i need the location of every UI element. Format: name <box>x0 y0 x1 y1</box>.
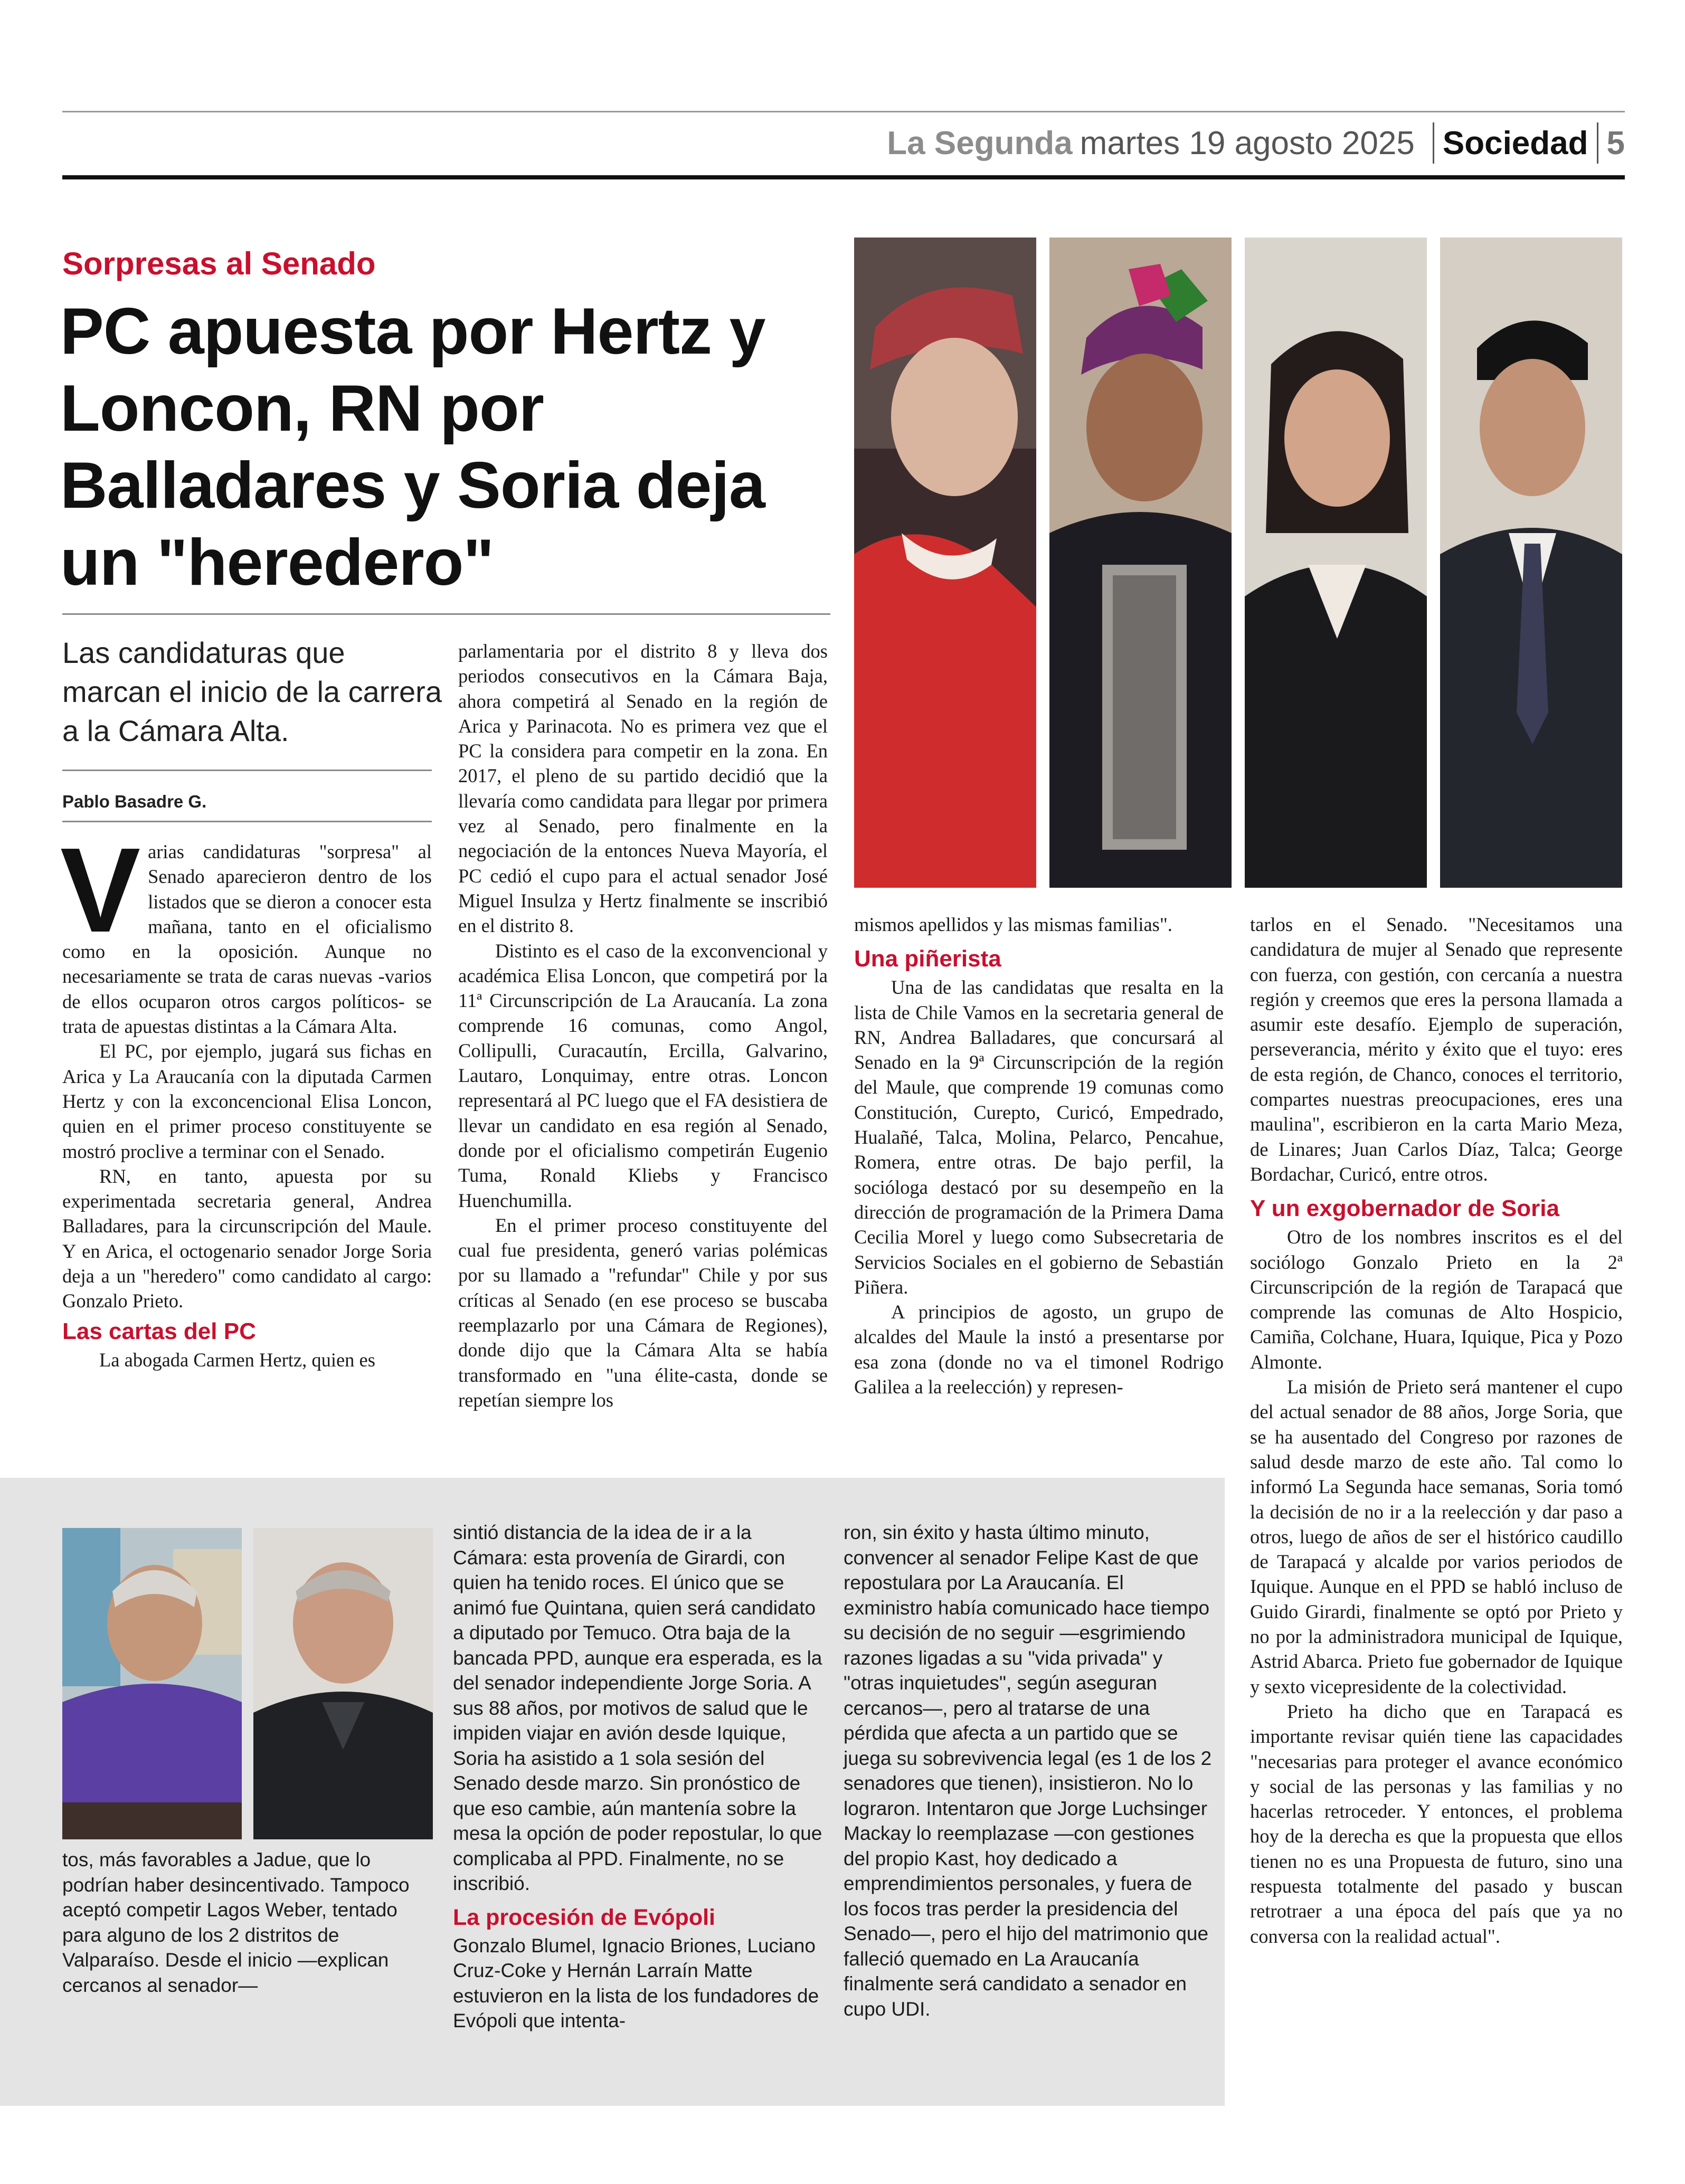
byline-rule <box>62 821 432 822</box>
paragraph: tarlos en el Senado. "Necesitamos una candidatura de mujer al Senado que represente con fuerza, con gestión, con cercanía a nuestra región y creemos que eres la persona llamada a asumir este desafío. Ejemplo de superación, perseverancia, mérito y éxito que el tuyo: eres de esta región, de Chanco, conoces el territorio, compartes nuestras preocupaciones, eres una maulina", escribieron en la carta Mario Meza, de Linares; Juan Carlos Díaz, Talca; George Bordachar, Curicó, entre otros. <box>1250 914 1623 1185</box>
paragraph: RN, en tanto, apuesta por su experimentada secretaria general, Andrea Balladares, para la circunscripción del Maule. Y en Arica, el octogenario senador Jorge Soria deja a un "heredero" como candidato al cargo: Gonzalo Prieto. <box>62 1165 432 1312</box>
article-column-1 <box>60 823 432 1372</box>
paragraph: La abogada Carmen Hertz, quien es <box>99 1349 375 1371</box>
paragraph: Distinto es el caso de la exconvencional y académica Elisa Loncon, que competirá por la 11ª Circunscripción de La Araucanía. La zona comprende 16 comunas, como Angol, Collipulli, Curacautín, Ercilla, Galvarino, Lautaro, Lonquimay, entre otras. Loncon representará al PC luego que el FA desistiera de llevar un candidato en esa región al Senado, donde por el oficialismo competirán Eugenio Tuma, Ronald Kliebs y Francisco Huenchumilla. <box>458 939 828 1211</box>
section-name: Sociedad <box>1442 125 1588 162</box>
paragraph: Gonzalo Blumel, Ignacio Briones, Luciano Cruz-Coke y Hernán Larraín Matte estuvieron en la lista de los fundadores de Evópoli que intenta- <box>453 1934 819 2031</box>
header-separator <box>1597 122 1598 164</box>
sidebar-column-2 <box>453 1520 822 2034</box>
drop-cap: V <box>60 823 141 957</box>
portrait-photo-elisa-loncon <box>1049 238 1232 888</box>
article-column-2 <box>458 639 828 1412</box>
paragraph: Una de las candidatas que resalta en la lista de Chile Vamos en la secretaria general de RN, Andrea Balladares, que concursará al Senado en la 9ª Circunscripción de la región del Maule, que comprende 19 comunas como Constitución, Curepto, Curicó, Empedrado, Hualañé, Talca, Molina, Pelarco, Pencahue, Romera, entre otras. De bajo perfil, la socióloga destacó por su desempeño en la dirección de programación de la Primera Dama Cecilia Morel y luego como Subsecretaria de Servicios Sociales en el gobierno de Sebastián Piñera. <box>854 976 1224 1298</box>
section-heading: La procesión de Evópoli <box>453 1904 715 1930</box>
section-heading: Una piñerista <box>854 946 1001 972</box>
subhead: Las candidaturas que marcan el inicio de la carrera a la Cámara Alta. <box>62 636 442 747</box>
portrait-photo-carmen-hertz <box>854 238 1036 888</box>
paragraph: El PC, por ejemplo, jugará sus fichas en Arica y La Araucanía con la diputada Carmen Hertz y con la exconcencional Elisa Loncon, quien en el primer proceso constituyente se mostró proclive a terminar con el Senado. <box>62 1040 432 1162</box>
portrait-photo-gonzalo-prieto <box>1440 238 1622 888</box>
portrait-photo-andrea-balladares <box>1245 238 1427 888</box>
sidebar-column-3: ron, sin éxito y hasta último minuto, convencer al senador Felipe Kast de que repostulara por La Araucanía. El exministro había comunicado hace tiempo su decisión de no seguir —esgrimiendo razones ligadas a su "vida privada" y "otras inquietudes", según aseguran cercanos—, pero al tratarse de una pérdida que afecta a un partido que se juega su sobrevivencia legal (es 1 de los 2 senadores que tienen), insistieron. No lo lograron. Intentaron que Jorge Luchsinger Mackay lo reemplazase —con gestiones del propio Kast, hoy dedicado a emprendimientos personales, y fuera de los focos tras perder la presidencia del Senado—, pero el hijo del matrimonio que falleció quemado en La Araucanía finalmente será candidato a senador en cupo UDI. <box>844 1522 1212 2020</box>
headline: PC apuesta por Hertz y Loncon, RN por Balladares y Soria deja un "heredero" <box>60 295 765 599</box>
header-bottom-rule <box>62 175 1625 179</box>
header-line <box>887 119 1625 167</box>
paragraph: A principios de agosto, un grupo de alcaldes del Maule la instó a presentarse por esa zona (donde no va el timonel Rodrigo Galilea a la reelección) y represen- <box>854 1301 1224 1398</box>
page-header <box>62 111 1625 179</box>
section-heading: Y un exgobernador de Soria <box>1250 1195 1559 1222</box>
paragraph: En el primer proceso constituyente del cual fue presidenta, generó varias polémicas por su llamado a "refundar" Chile y por sus críticas al Senado (en ese proceso se buscaba reemplazarlo por una Cámara de Regiones), donde dijo que la Cámara Alta se había transformado en "una élite-casta, donde se repetían siempre los <box>458 1214 828 1411</box>
paragraph: Varias candidaturas "sorpresa" al Senado aparecieron dentro de los listados que se dieron a conocer esta mañana, tanto en el oficialismo como en la oposición. Aunque no necesariamente se trata de caras nuevas -varios de ellos ocuparon otros cargos políticos- se trata de apuestas distintas a la Cámara Alta. <box>60 823 432 1038</box>
header-separator <box>1433 122 1434 164</box>
paragraph: parlamentaria por el distrito 8 y lleva dos periodos consecutivos en la Cámara Baja, ahora competirá al Senado en la región de Arica y Parinacota. No es primera vez que el PC la considera para competir en la zona. En 2017, el pleno de su partido decidió que la llevaría como candidata para llegar por primera vez al Senado, pero finalmente en la negociación de la entonces Nueva Mayoría, el PC cedió el cupo para el actual senador José Miguel Insulza y Hertz finalmente se inscribió en el distrito 8. <box>458 640 828 937</box>
paragraph: mismos apellidos y las mismas familias". <box>854 914 1172 935</box>
article-column-3 <box>854 912 1224 1399</box>
paragraph: sintió distancia de la idea de ir a la Cámara: esta provenía de Girardi, con quien ha tenido roces. El único que se animó fue Quintana, quien será candidato a diputado por Temuco. Otra baja de la bancada PPD, aunque era esperada, es la del senador independiente Jorge Soria. A sus 88 años, por motivos de salud que le impiden viajar en avión desde Iquique, Soria ha asistido a 1 sola sesión del Senado desde marzo. Sin pronóstico de que eso cambie, aún mantenía sobre la mesa la opción de poder repostular, lo que complicaba al PPD. Finalmente, no se inscribió. <box>453 1522 822 1894</box>
issue-date: martes 19 agosto 2025 <box>1080 125 1415 162</box>
paragraph: La misión de Prieto será mantener el cupo del actual senador de 88 años, Jorge Soria, que se ha ausentado del Congreso por razones de salud desde marzo de este año. Tal como lo informó La Segunda hace semanas, Soria tomó la decisión de no ir a la reelección y dar paso a otros, luego de años de ser el histórico caudillo de Tarapacá y alcalde por varios periodos de Iquique. Aunque en el PPD se habló incluso de Guido Girardi, finalmente se optó por Prieto y no por la administradora municipal de Iquique, Astrid Abarca. Prieto fue gobernador de Iquique y sexto vicepresidente de la colectividad. <box>1250 1376 1623 1697</box>
header-top-rule <box>62 111 1625 112</box>
paragraph: Otro de los nombres inscritos es el del sociólogo Gonzalo Prieto en la 2ª Circunscripción de la región de Tarapacá que comprende las comunas de Alto Hospicio, Camiña, Colchane, Huara, Iquique, Pica y Pozo Almonte. <box>1250 1226 1623 1373</box>
kicker: Sorpresas al Senado <box>62 246 376 281</box>
article-column-4 <box>1250 912 1623 1949</box>
photo-politician-dark-shirt <box>253 1528 433 1839</box>
sidebar-column-1: tos, más favorables a Jadue, que lo podrían haber desincentivado. Tampoco aceptó competir Lagos Weber, tentado para alguno de los 2 distritos de Valparaíso. Desde el inicio —explican cercanos al senador— <box>62 1849 410 1996</box>
photo-politician-purple-sweater <box>62 1528 242 1839</box>
byline: Pablo Basadre G. <box>62 792 207 811</box>
paper-name: La Segunda <box>887 125 1073 162</box>
section-heading: Las cartas del PC <box>62 1318 256 1344</box>
paragraph: Prieto ha dicho que en Tarapacá es importante revisar quién tiene las capacidades "necesarias para proteger el avance económico y social de las personas y las familias y no hacerlas retroceder. Y entonces, el problema hoy de la derecha es que la propuesta que ellos tienen no es una Propuesta de futuro, sino una respuesta totalmente del pasado y buscan retrotraer a una época del país que ya no conversa con la realidad actual". <box>1250 1700 1623 1947</box>
subhead-rule <box>62 770 432 771</box>
page-number: 5 <box>1606 125 1625 162</box>
headline-rule <box>62 613 830 615</box>
